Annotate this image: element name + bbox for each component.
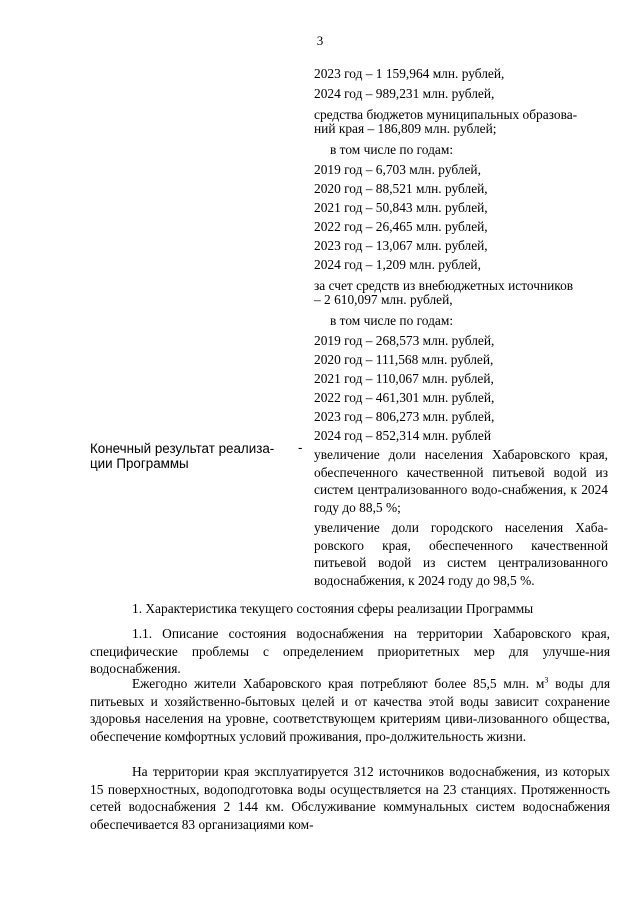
municipal-year-line: 2022 год – 26,465 млн. рублей,: [314, 219, 488, 234]
municipal-line2: ний края – 186,809 млн. рублей;: [314, 121, 497, 136]
municipal-line1: средства бюджетов муниципальных образова-: [314, 107, 578, 122]
extrabudget-year-line: 2023 год – 806,273 млн. рублей,: [314, 409, 495, 424]
section-paragraph-2: [90, 675, 610, 745]
page-number: 3: [316, 33, 324, 48]
extrabudget-line1: за счет средств из внебюджетных источников: [314, 278, 574, 293]
section-paragraph-1: 1.1. Описание состояния водоснабжения на территории Хабаровского края, специфические проблемы с определением приоритетных мер для улучше-ния водоснабжения.: [90, 626, 610, 677]
extrabudget-year-line: 2024 год – 852,314 млн. рублей: [314, 428, 491, 443]
p2-after-sup: воды для питьевых и хозяйственно-бытовых целей и от качества этой воды зависит сохранение здоровья населения на уровне, соответствующем критериям циви-лизованного общества, обеспечение комфортных условий проживания, про-должительность жизни.: [90, 676, 610, 744]
regional-2023-line: 2023 год – 1 159,964 млн. рублей,: [314, 66, 505, 81]
municipal-year-line: 2020 год – 88,521 млн. рублей,: [314, 181, 488, 196]
extrabudget-year-line: 2022 год – 461,301 млн. рублей,: [314, 390, 495, 405]
extrabudget-year-line: 2019 год – 268,573 млн. рублей,: [314, 333, 495, 348]
row-dash: -: [298, 440, 303, 455]
section-paragraph-3: На территории края эксплуатируется 312 источников водоснабжения, из которых 15 поверхностных, водоподготовка воды осуществляется на 23 станциях. Протяженность сетей водоснабжения 2 144 км. Обслуживание коммунальных систем водоснабжения обеспечивается 83 организациями ком-: [90, 764, 610, 832]
final-result-label-line1: Конечный результат реализа-: [90, 441, 275, 456]
regional-2024-line: 2024 год – 989,231 млн. рублей,: [314, 86, 495, 101]
final-result-item1: увеличение доли населения Хабаровского края, обеспеченного качественной питьевой водой из систем централизованного водо-снабжения, к 2024 году до 88,5 %;: [314, 447, 608, 515]
p2-superscript: 3: [544, 675, 549, 685]
municipal-by-years-label: в том числе по годам:: [330, 142, 454, 157]
municipal-year-line: 2023 год – 13,067 млн. рублей,: [314, 238, 488, 253]
final-result-item2: увеличение доли городского населения Хаба-ровского края, обеспеченного качественной питьевой водой из систем централизованного водоснабжения, к 2024 году до 98,5 %.: [314, 520, 608, 588]
extrabudget-year-line: 2021 год – 110,067 млн. рублей,: [314, 371, 494, 386]
final-result-label-line2: ции Программы: [90, 456, 189, 471]
municipal-year-line: 2024 год – 1,209 млн. рублей,: [314, 257, 481, 272]
final-result-label: [90, 441, 290, 471]
municipal-year-line: 2019 год – 6,703 млн. рублей,: [314, 162, 481, 177]
p2-before-sup: Ежегодно жители Хабаровского края потребляют более 85,5 млн. м: [132, 676, 545, 691]
section-heading: 1. Характеристика текущего состояния сферы реализации Программы: [132, 601, 534, 616]
extrabudget-line2: – 2 610,097 млн. рублей,: [314, 292, 453, 307]
municipal-year-line: 2021 год – 50,843 млн. рублей,: [314, 200, 488, 215]
extrabudget-year-line: 2020 год – 111,568 млн. рублей,: [314, 352, 494, 367]
extrabudget-by-years-label: в том числе по годам:: [330, 313, 454, 328]
